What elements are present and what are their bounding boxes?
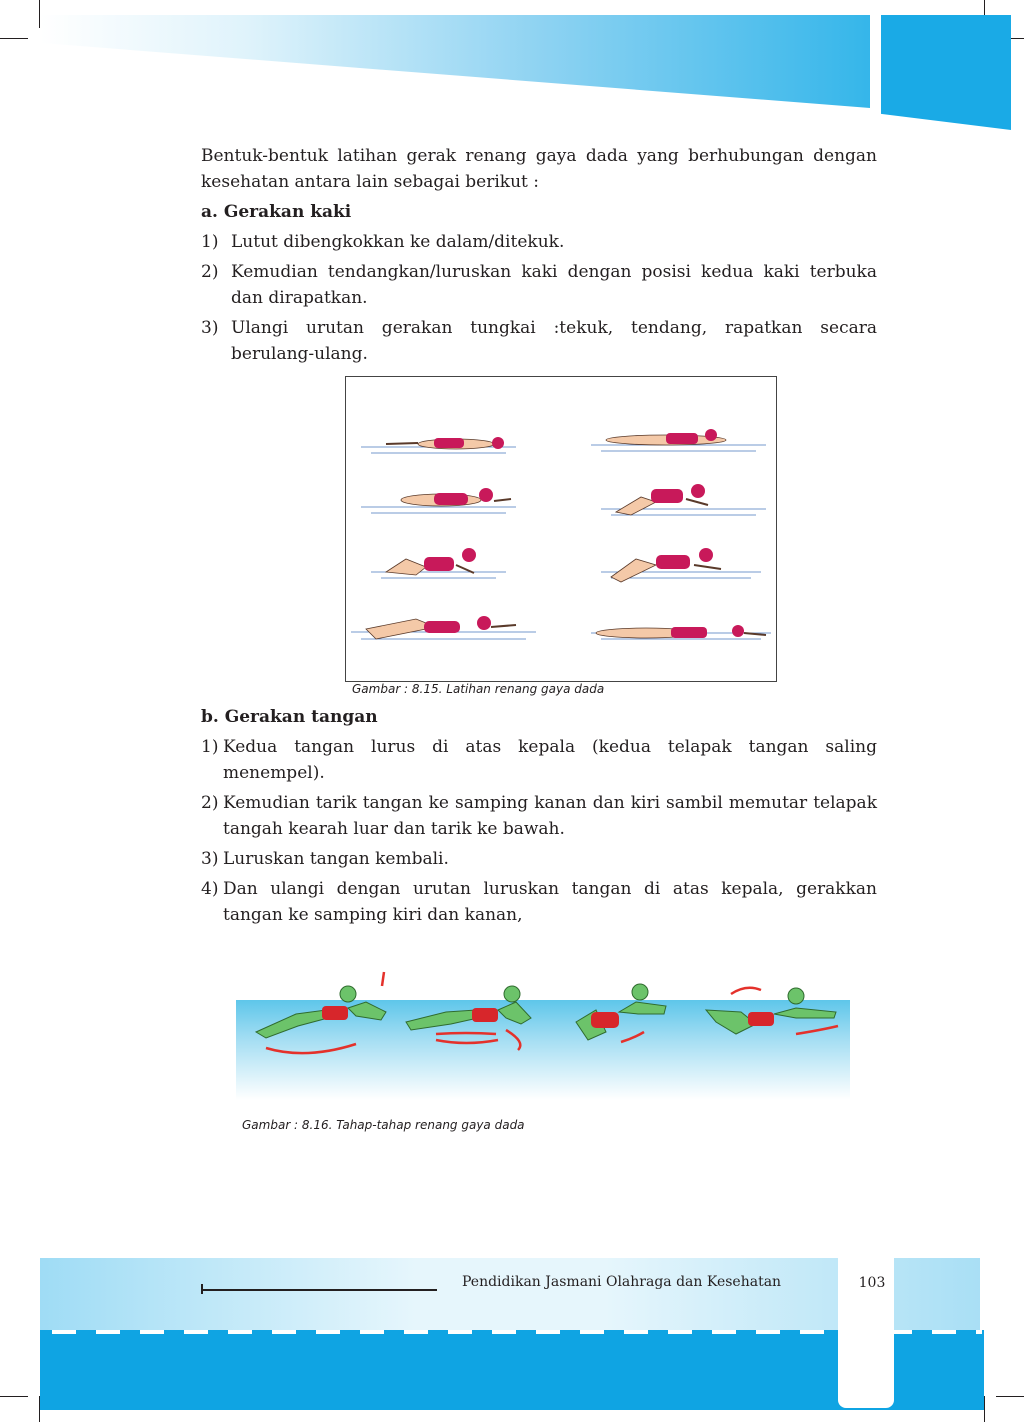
item-number: 3)	[201, 849, 219, 869]
item-text: Luruskan tangan kembali.	[223, 849, 449, 869]
list-item	[201, 229, 877, 255]
crop-mark	[39, 0, 40, 28]
section-a-heading: a. Gerakan kaki	[201, 202, 352, 222]
swimmer-illustration	[611, 548, 721, 582]
list-item	[201, 259, 877, 311]
item-number: 1)	[201, 232, 219, 252]
list-item	[201, 315, 877, 367]
header-tab	[881, 15, 1011, 130]
crop-mark	[984, 1396, 985, 1422]
figure-caption: Gambar : 8.15. Latihan renang gaya dada	[352, 682, 605, 696]
swimmer-illustration	[406, 986, 531, 1050]
intro-paragraph: Bentuk-bentuk latihan gerak renang gaya dada yang berhubungan dengan kesehatan antara lain sebagai berikut :	[201, 146, 877, 192]
page-number: 103	[858, 1275, 886, 1291]
item-text: Kemudian tendangkan/luruskan kaki dengan posisi kedua kaki terbuka dan dirapatkan.	[231, 262, 877, 308]
swimmer-illustration	[366, 616, 516, 639]
crop-mark	[0, 1396, 28, 1397]
swimmer-illustration	[256, 972, 386, 1053]
crop-mark	[0, 38, 28, 39]
list-item	[201, 846, 877, 872]
breaststroke-stages-illustration	[236, 982, 850, 1082]
swimmer-illustration	[606, 429, 726, 445]
breaststroke-figure	[345, 376, 777, 682]
list-item	[201, 876, 877, 928]
item-number: 2)	[201, 262, 219, 282]
item-number: 3)	[201, 318, 219, 338]
breaststroke-illustration	[346, 377, 776, 681]
breaststroke-stages-figure	[236, 1000, 850, 1100]
item-number: 4)	[201, 879, 219, 899]
swimmer-illustration	[386, 548, 476, 575]
swimmer-illustration	[351, 445, 771, 639]
section-b	[201, 704, 877, 928]
item-text: Kedua tangan lurus di atas kepala (kedua telapak tangan saling menempel).	[223, 737, 877, 783]
item-text: Kemudian tarik tangan ke samping kanan dan kiri sambil memutar telapak tangah kearah luar dan tarik ke bawah.	[223, 793, 877, 839]
header-band	[40, 15, 870, 108]
book-title: Pendidikan Jasmani Olahraga dan Kesehatan	[462, 1274, 782, 1290]
item-text: Ulangi urutan gerakan tungkai :tekuk, tendang, rapatkan secara berulang-ulang.	[231, 318, 877, 364]
item-text: Dan ulangi dengan urutan luruskan tangan di atas kepala, gerakkan tangan ke samping kiri dan kanan,	[223, 879, 877, 925]
figure-caption: Gambar : 8.16. Tahap-tahap renang gaya dada	[242, 1118, 525, 1132]
list-item	[201, 734, 877, 786]
section-b-heading: b. Gerakan tangan	[201, 707, 378, 727]
swimmer-illustration	[576, 984, 666, 1042]
swimmer-illustration	[706, 988, 838, 1034]
item-number: 1)	[201, 737, 219, 757]
section-a	[201, 143, 877, 367]
list-item	[201, 790, 877, 842]
footer-rule	[201, 1289, 437, 1291]
item-number: 2)	[201, 793, 219, 813]
swimmer-illustration	[596, 625, 766, 638]
item-text: Lutut dibengkokkan ke dalam/ditekuk.	[231, 232, 565, 252]
swimmer-illustration	[616, 484, 708, 515]
swimmer-illustration	[401, 488, 511, 506]
crop-mark	[996, 1396, 1024, 1397]
